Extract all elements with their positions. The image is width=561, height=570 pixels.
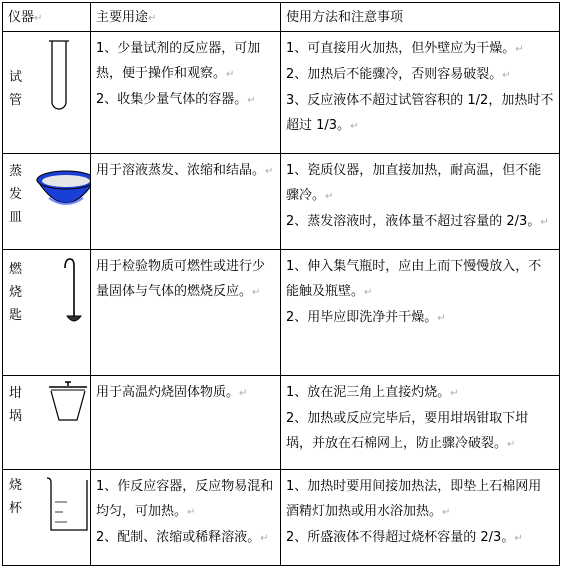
table-row [3,32,560,154]
notes-cell: 1、放在泥三角上直接灼烧。↵ 2、加热或反应完毕后，要用坩埚钳取下坩埚，并放在石棉网上，防止骤冷破裂。↵ [281,376,560,470]
uses-cell: 用于溶液蒸发、浓缩和结晶。↵ [91,154,281,250]
table-header-row [3,3,560,32]
paragraph-mark: ↵ [265,166,274,177]
notes-cell: 1、加热时要用间接加热法，即垫上石棉网用酒精灯加热或用水浴加热。↵ 2、所盛液体不得超过烧杯容量的 2/3。↵ [281,470,560,566]
header-main-use: 主要用途↵ [91,3,281,32]
paragraph-mark: ↵ [226,69,235,80]
instrument-cell [3,470,91,566]
paragraph-mark: ↵ [364,287,373,298]
paragraph-mark: ↵ [325,191,334,202]
instrument-table [2,2,560,566]
table-row [3,154,560,250]
uses-cell: 1、作反应容器，反应物易混和均匀，可加热。↵ 2、配制、浓缩或稀释溶液。↵ [91,470,281,566]
header-usage-notes: 使用方法和注意事项 [281,3,560,32]
test-tube-icon [47,40,71,114]
paragraph-mark: ↵ [442,507,451,518]
paragraph-mark: ↵ [260,533,269,544]
table-row [3,250,560,376]
instrument-name: 燃 烧 匙 [9,262,23,323]
instrument-cell [3,376,91,470]
paragraph-mark: ↵ [450,388,459,399]
uses-cell: 用于检验物质可燃性或进行少量固体与气体的燃烧反应。↵ [91,250,281,376]
paragraph-mark: ↵ [187,507,196,518]
instrument-name: 坩 埚 [9,386,23,424]
paragraph-mark: ↵ [247,95,256,106]
paragraph-mark: ↵ [239,388,248,399]
instrument-name: 蒸 发 皿 [9,164,23,225]
paragraph-mark: ↵ [540,217,549,228]
combustion-spoon-icon [61,256,83,328]
uses-cell: 1、少量试剂的反应器，可加热，便于操作和观察。↵ 2、收集少量气体的容器。↵ [91,32,281,154]
table-row [3,376,560,470]
paragraph-mark: ↵ [350,121,359,132]
instrument-cell [3,250,91,376]
notes-cell: 1、伸入集气瓶时，应由上而下慢慢放入，不能触及瓶壁。↵ 2、用毕应即洗净并干燥。↵ [281,250,560,376]
beaker-icon [43,476,91,534]
paragraph-mark: ↵ [514,533,523,544]
uses-cell: 用于高温灼烧固体物质。↵ [91,376,281,470]
paragraph-mark: ↵ [502,70,511,81]
header-instrument: 仪器↵ [3,3,91,32]
crucible-icon [45,380,91,424]
instrument-cell [3,154,91,250]
paragraph-mark: ↵ [515,44,524,55]
instrument-name: 试 管 [9,70,23,108]
paragraph-mark: ↵ [507,439,516,450]
paragraph-mark: ↵ [437,313,446,324]
instrument-cell [3,32,91,154]
paragraph-mark: ↵ [252,287,261,298]
notes-cell: 1、瓷质仪器，加直接加热，耐高温，但不能骤冷。↵ 2、蒸发溶液时，液体量不超过容量的 2/3。↵ [281,154,560,250]
notes-cell: 1、可直接用火加热，但外壁应为干燥。↵ 2、加热后不能骤冷，否则容易破裂。↵ 3、反应液体不超过试管容积的 1/2，加热时不超过 1/3。↵ [281,32,560,154]
evaporating-dish-icon [35,168,91,214]
instrument-name: 烧 杯 [9,478,23,516]
table-row [3,470,560,566]
